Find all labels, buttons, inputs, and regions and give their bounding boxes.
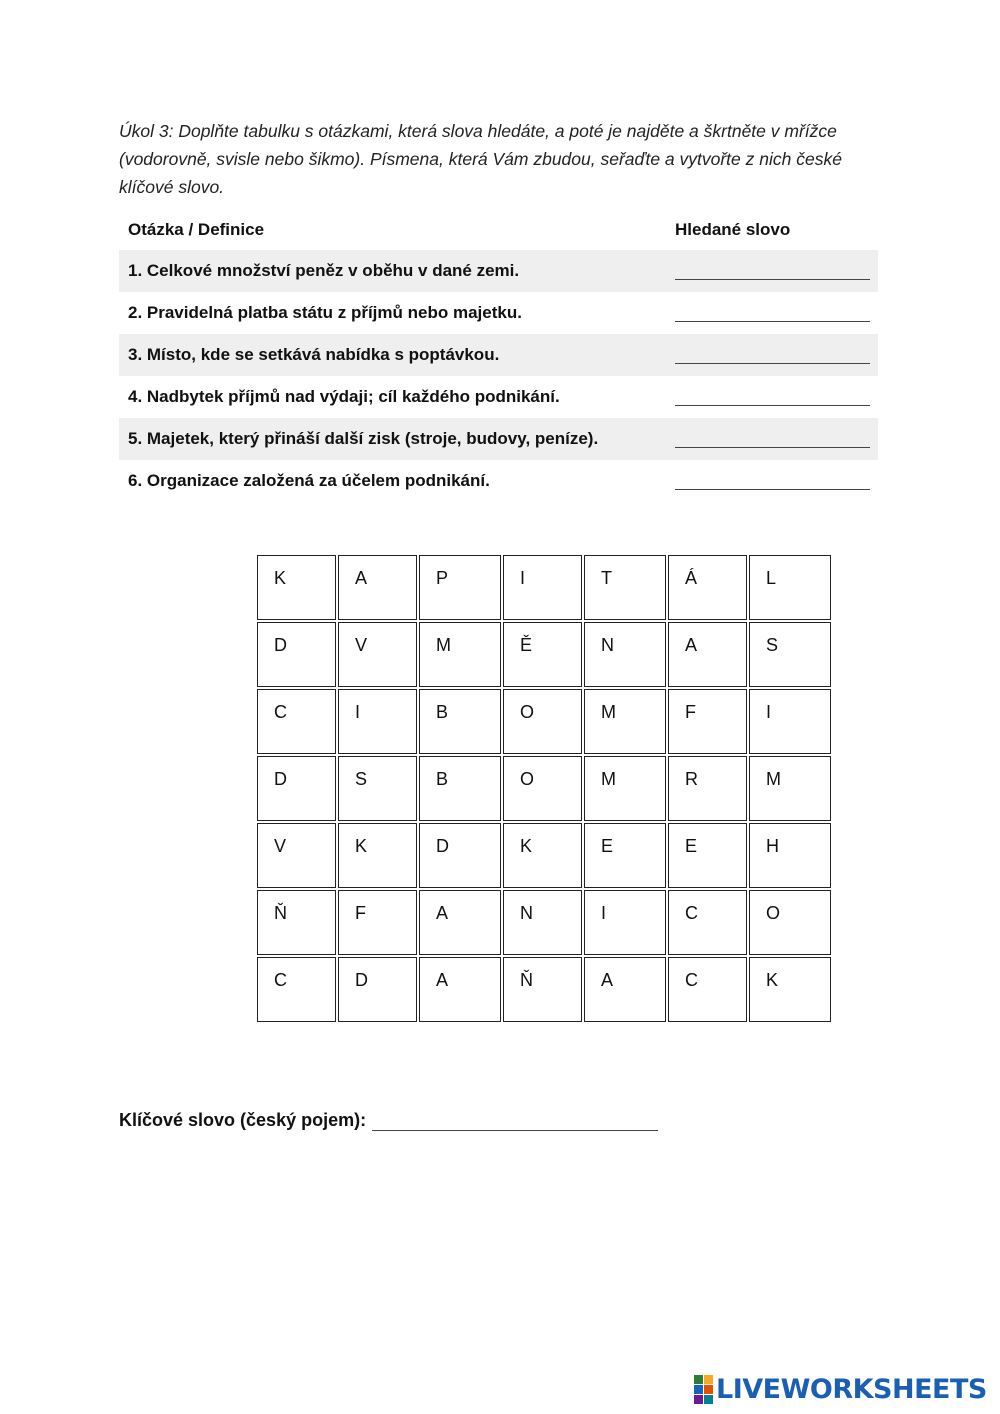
answer-blank[interactable] [675, 418, 878, 460]
table-row [119, 418, 878, 460]
question-text: 3. Místo, kde se setkává nabídka s poptávkou. [128, 345, 500, 364]
answer-blank[interactable] [675, 292, 878, 334]
grid-cell[interactable]: N [584, 622, 666, 687]
grid-cell[interactable]: S [749, 622, 831, 687]
grid-cell[interactable]: F [668, 689, 747, 754]
table-row [119, 334, 878, 376]
header-answer: Hledané slovo [675, 220, 791, 239]
grid-cell[interactable]: C [257, 689, 336, 754]
grid-cell[interactable]: N [503, 890, 582, 955]
grid-cell[interactable]: O [503, 689, 582, 754]
header-answer-cell [675, 210, 878, 250]
grid-cell[interactable]: K [749, 957, 831, 1022]
grid-cell[interactable]: V [338, 622, 417, 687]
grid-cell[interactable]: A [338, 555, 417, 620]
grid-cell[interactable]: K [338, 823, 417, 888]
grid-cell[interactable]: D [257, 622, 336, 687]
question-text: 5. Majetek, který přináší další zisk (stroje, budovy, peníze). [128, 429, 599, 448]
grid-cell[interactable]: A [584, 957, 666, 1022]
word-search-grid [257, 555, 831, 1022]
question-text: 2. Pravidelná platba státu z příjmů nebo majetku. [128, 303, 522, 322]
keyword-blank[interactable] [372, 1112, 658, 1131]
logo-text: LIVEWORKSHEETS [716, 1374, 987, 1405]
question-text: 4. Nadbytek příjmů nad výdaji; cíl každého podnikání. [128, 387, 560, 406]
question-text: 6. Organizace založená za účelem podnikání. [128, 471, 490, 490]
logo-mark-icon [694, 1375, 713, 1404]
logo-block [694, 1375, 703, 1384]
questions-table [119, 210, 878, 502]
grid-cell[interactable]: A [419, 890, 501, 955]
grid-cell[interactable]: Ň [257, 890, 336, 955]
table-header [119, 210, 878, 250]
grid-cell[interactable]: R [668, 756, 747, 821]
table-row [119, 460, 878, 502]
logo-block [694, 1385, 703, 1394]
grid-cell[interactable]: D [419, 823, 501, 888]
grid-cell[interactable]: E [584, 823, 666, 888]
logo-block [694, 1395, 703, 1404]
grid-cell[interactable]: B [419, 756, 501, 821]
grid-cell[interactable]: A [668, 622, 747, 687]
grid-cell[interactable]: V [257, 823, 336, 888]
grid-cell[interactable]: I [749, 689, 831, 754]
instructions-text: Úkol 3: Doplňte tabulku s otázkami, která slova hledáte, a poté je najděte a škrtněte v mřížce (vodorovně, svisle nebo šikmo). Písmena, která Vám zbudou, seřaďte a vytvořte z nich české klíčové slovo. [119, 121, 842, 197]
grid-cell[interactable]: H [749, 823, 831, 888]
grid-cell[interactable]: L [749, 555, 831, 620]
grid-cell[interactable]: B [419, 689, 501, 754]
grid-cell[interactable]: C [257, 957, 336, 1022]
grid-cell[interactable]: K [257, 555, 336, 620]
grid-cell[interactable]: D [257, 756, 336, 821]
grid-cell[interactable]: I [338, 689, 417, 754]
answer-blank[interactable] [675, 250, 878, 292]
grid-cell[interactable]: A [419, 957, 501, 1022]
answer-blank[interactable] [675, 334, 878, 376]
grid-cell[interactable]: M [419, 622, 501, 687]
grid-cell[interactable]: M [749, 756, 831, 821]
grid-cell[interactable]: C [668, 890, 747, 955]
grid-cell[interactable]: P [419, 555, 501, 620]
grid-cell[interactable]: T [584, 555, 666, 620]
grid-cell[interactable]: M [584, 689, 666, 754]
grid-cell[interactable]: Ě [503, 622, 582, 687]
header-question: Otázka / Definice [128, 220, 265, 239]
logo-block [704, 1375, 713, 1384]
table-row [119, 250, 878, 292]
grid-cell[interactable]: D [338, 957, 417, 1022]
table-row [119, 292, 878, 334]
answer-blank[interactable] [675, 460, 878, 502]
grid-cell[interactable]: I [503, 555, 582, 620]
table-row [119, 376, 878, 418]
grid-cell[interactable]: K [503, 823, 582, 888]
question-text: 1. Celkové množství peněz v oběhu v dané zemi. [128, 261, 520, 280]
logo-block [704, 1385, 713, 1394]
keyword-label: Klíčové slovo (český pojem): [119, 1110, 367, 1130]
grid-cell[interactable]: F [338, 890, 417, 955]
grid-cell[interactable]: C [668, 957, 747, 1022]
grid-cell[interactable]: Ň [503, 957, 582, 1022]
grid-cell[interactable]: M [584, 756, 666, 821]
grid-cell[interactable]: S [338, 756, 417, 821]
grid-cell[interactable]: I [584, 890, 666, 955]
answer-blank[interactable] [675, 376, 878, 418]
keyword-row [119, 1110, 658, 1131]
liveworksheets-logo [694, 1374, 987, 1405]
grid-cell[interactable]: O [503, 756, 582, 821]
grid-cell[interactable]: O [749, 890, 831, 955]
logo-block [704, 1395, 713, 1404]
grid-cell[interactable]: Á [668, 555, 747, 620]
grid-cell[interactable]: E [668, 823, 747, 888]
